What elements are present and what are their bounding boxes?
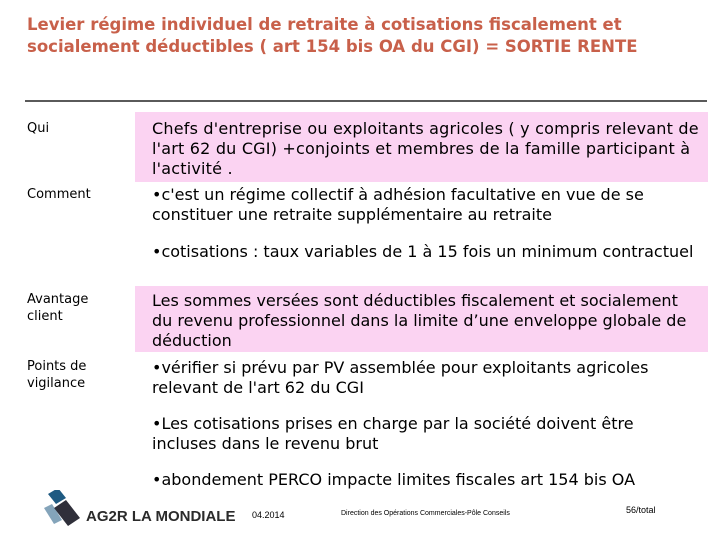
table-row-avantage-client [25,286,708,352]
row-content [135,182,708,286]
row-paragraph: Les sommes versées sont déductibles fiscalement et socialement du revenu professionnel dans la limite d’une enveloppe globale de déduction [152,291,687,350]
row-content [135,112,708,182]
row-label: Avantage client [27,292,89,324]
footer-date: 04.2014 [252,510,285,520]
title-line-2: socialement déductibles ( art 154 bis OA du CGI) = SORTIE RENTE [27,37,638,56]
table-row-qui [25,112,708,182]
row-content [135,286,708,352]
row-bullet: • vérifier si prévu par PV assemblée pour exploitants agricoles relevant de l'art 62 du CGI [152,358,702,398]
header-divider [25,100,707,102]
row-content [135,352,708,502]
row-label: Comment [27,187,91,202]
ag2r-logo-icon [40,490,84,528]
page-title [27,14,707,58]
row-bullet: • c'est un régime collectif à adhésion facultative en vue de se constituer une retraite supplémentaire au retraite [152,185,702,225]
row-label: Qui [27,121,50,136]
row-bullet: • cotisations : taux variables de 1 à 15 fois un minimum contractuel [152,242,702,262]
footer-department: Direction des Opérations Commerciales-Pôle Conseils [341,510,510,517]
table-row-points-de-vigilance [25,352,708,502]
company-logo-text: AG2R LA MONDIALE [86,508,236,525]
title-line-1: Levier régime individuel de retraite à cotisations fiscalement et [27,15,622,34]
row-bullet: • Les cotisations prises en charge par la société doivent être incluses dans le revenu brut [152,414,702,454]
row-bullet: • abondement PERCO impacte limites fiscales art 154 bis OA [152,470,702,490]
page-number: 56/total [626,505,656,515]
table-row-comment [25,182,708,286]
row-paragraph: Chefs d'entreprise ou exploitants agricoles ( y compris relevant de l'art 62 du CGI) +conjoints et membres de la famille participant à l'activité . [152,119,699,178]
row-label: Points de vigilance [27,359,87,391]
